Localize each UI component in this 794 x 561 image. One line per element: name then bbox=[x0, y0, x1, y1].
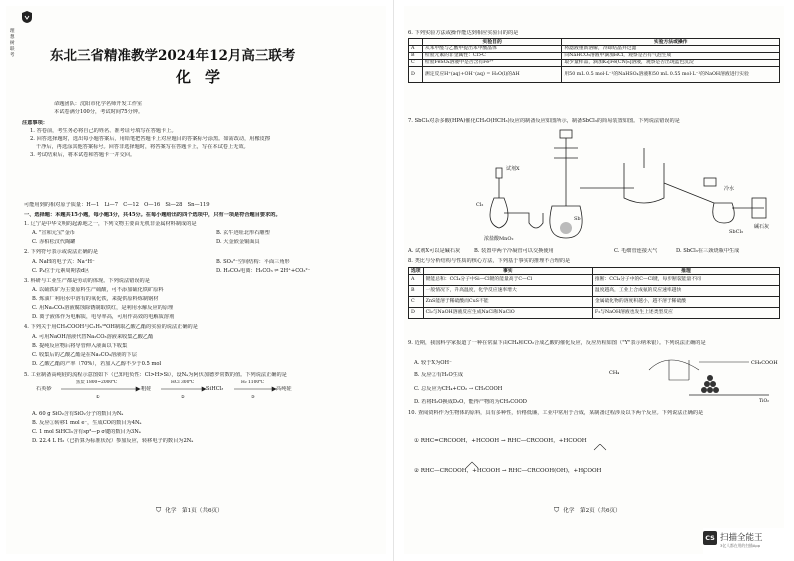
table-row bbox=[409, 286, 780, 297]
page-footer bbox=[554, 506, 621, 515]
q5-option-d: D. 22.4 L H₂（已折算为标准状况）参加反应，转移电子的数目为2Nₐ bbox=[32, 438, 194, 444]
table-cell: 推断：CCl₄分子中的C—Cl键，每步断裂能量不同 bbox=[592, 275, 779, 286]
table-cell: F₂与NaOH溶液也发生上述类型反应 bbox=[592, 308, 779, 319]
label-soda-lime: 碱石灰 bbox=[754, 224, 770, 230]
table-cell: 温度越高，工业上合成氨的反应速率越快 bbox=[592, 286, 779, 297]
table-cell: 金属硫化物的溶度积越小，越不溶于稀硫酸 bbox=[592, 297, 779, 308]
svg-text:CH₃COOH: CH₃COOH bbox=[751, 360, 778, 366]
footer-text: 化学 第1页（共6页） bbox=[165, 508, 223, 514]
q2-option-b: B. SO₃²⁻空间结构：平面三角形 bbox=[216, 259, 290, 265]
table-cell: 用50 mL 0.5 mol·L⁻¹的NaHSO₄溶液和50 mL 0.55 mol·L⁻¹的NaOH溶液进行实验 bbox=[562, 67, 780, 83]
table-header: 实验方法或操作 bbox=[562, 39, 780, 46]
table-cell: D bbox=[409, 308, 424, 319]
q3-option-c: C. 用Na₂CO₃溶液腐蚀除锈制取铁红，是利用水解反应的原理 bbox=[32, 305, 174, 311]
question-8: 8. 类比与分析结构与性质的核心方法，下列基于事实的推理不合理的是 bbox=[408, 258, 571, 264]
reasoning-table bbox=[408, 267, 780, 319]
table-header: 实验目的 bbox=[422, 39, 561, 46]
q5-option-b: B. 反应①转移1 mol e⁻，生成CO的数目为4Nₐ bbox=[32, 420, 142, 426]
table-row bbox=[409, 275, 780, 286]
note-item: 1. 答卷前，考生务必将自己的姓名、准考证号填写在答题卡上。 bbox=[30, 128, 177, 134]
question-3: 3. 科研与工业生产都是劳动的体现。下列说法错误的是 bbox=[24, 278, 150, 284]
table-cell: Cl₂与NaOH溶液反应生成NaCl和NaClO bbox=[423, 308, 592, 319]
logo-text: 理想树联考 bbox=[10, 29, 15, 58]
shield-logo-icon bbox=[20, 10, 34, 24]
q2-option-d: D. H₂CO₃电离：H₂CO₃ ⇌ 2H⁺+CO₃²⁻ bbox=[216, 268, 311, 274]
note-item: 3. 考试结束后，将本试卷和答题卡一并交回。 bbox=[30, 152, 136, 158]
exam-page-1 bbox=[6, 6, 386, 554]
atomic-mass-line: 可能用到的相对原子质量：H—1 Li—7 C—12 O—16 Si—28 Sn—119 bbox=[24, 202, 210, 208]
question-9: 9. 近期，我国科学家报道了一种在常温下由CH₄和CO₂合成乙酸的催化反应，反应历程如图（"Y"表示纳米银）。下列说法正确的是 bbox=[408, 340, 706, 346]
table-header-row bbox=[409, 39, 780, 46]
table-cell: A bbox=[409, 275, 424, 286]
info-line: 命题团队：沈阳市化学名师开发工作室 bbox=[54, 101, 143, 107]
question-2: 2. 下列符号表示或说法正确的是 bbox=[24, 249, 99, 255]
question-7: 7. SbCl₃对杂多酸(HPA)催化CH₃O(HCH₃)反应的制备反应如图所示，制备SbCl₃的简易装置如图。下列说法错误的是 bbox=[408, 118, 680, 124]
q7-option-a: A. 试剂X可以是碱石灰 bbox=[408, 248, 461, 254]
table-cell: 一般情况下，升高温度，化学反应速率增大 bbox=[423, 286, 592, 297]
notes-heading: 注意事项： bbox=[22, 120, 48, 126]
table-row bbox=[409, 297, 780, 308]
table-cell: ZnS能溶于稀硫酸而CuS不能 bbox=[423, 297, 592, 308]
reaction-2: ② RHC—CRCOOH，+HCOOH → RHC—CRCOOH(OH)，+HCOOH bbox=[414, 468, 602, 474]
svg-text:③: ③ bbox=[251, 394, 255, 399]
q2-option-c: C. P₄位于元素周期表d区 bbox=[32, 268, 90, 274]
label-sb: Sb bbox=[574, 216, 581, 222]
q4-option-d: D. 乙酸乙酯的产率（70%），若加入乙醇不少于0.5 mol bbox=[32, 361, 162, 367]
q3-option-a: A. 以硫铁矿为主要原料生产硫酸，可不添加硫化铁矿原料 bbox=[32, 287, 164, 293]
table-header: 推理 bbox=[592, 268, 779, 275]
reaction-1: ① RHC=CRCOOH，+HCOOH → RHC—CRCOOH，+HCOOH bbox=[414, 438, 587, 444]
table-header-row bbox=[409, 268, 780, 275]
table-cell: 检验FeSO₄溶液中是否含有Fe³⁺ bbox=[422, 60, 561, 67]
q4-option-b: B. 提纯反应物后将导管伸入液面以下收集 bbox=[32, 343, 128, 349]
question-4: 4. 下列关于用CH₃COOH与C₂H₅¹⁸OH制取乙酸乙酯的实验的说法正确的是 bbox=[24, 324, 198, 330]
q7-option-d: D. SbCl₃在三颈烧瓶中生成 bbox=[676, 248, 740, 254]
info-line: 本试卷满分100分，考试时间75分钟。 bbox=[54, 109, 144, 115]
table-cell: D bbox=[409, 67, 423, 83]
flow-node: 石英砂 bbox=[36, 386, 52, 392]
scanner-app-name: 扫描全能王 bbox=[720, 533, 763, 543]
table-cell: 从苯甲醛与乙酸中提出苯甲酸晶体 bbox=[422, 46, 561, 53]
camscanner-icon: CS bbox=[703, 531, 717, 545]
table-cell: B bbox=[409, 53, 423, 60]
exam-page-2 bbox=[404, 6, 784, 554]
table-cell: 取少量样品，滴加K₃[Fe(CN)₆]溶液，观察是否出现蓝色沉淀 bbox=[562, 60, 780, 67]
svg-text:TiO₂: TiO₂ bbox=[759, 399, 769, 404]
table-cell: C bbox=[409, 60, 423, 67]
footer-text: 化学 第2页（共6页） bbox=[563, 508, 621, 514]
flow-node: SiHCl₃ bbox=[206, 386, 224, 392]
table-cell: A bbox=[409, 46, 423, 53]
flow-condition: 焦炭 1800~2000℃ bbox=[76, 380, 118, 385]
question-5: 5. 工业制备高纯硅的流程示意图如下（已知电负性：Cl>H>Si），设Nₐ为阿伏加德罗常数的值。下列说法正确的是 bbox=[24, 372, 287, 378]
lab-apparatus-diagram bbox=[474, 128, 774, 246]
question-6: 6. 下列实验方法或操作能达到相应实验目的的是 bbox=[408, 30, 519, 36]
scanner-app-tagline: 3亿人都在用的扫描App bbox=[720, 543, 761, 548]
table-row bbox=[409, 67, 780, 83]
q4-option-a: A. 可用NaOH溶液代替Na₂CO₃溶液来收集乙酸乙酯 bbox=[32, 334, 154, 340]
label-reagent-x: 试剂X bbox=[506, 166, 520, 172]
q1-option-c: C. 赤柏松汉代陶罐 bbox=[32, 239, 76, 245]
q9-option-d: D. 若将H₂O换成D₂O，能得产物的为CH₃COOD bbox=[414, 399, 527, 405]
q7-option-b: B. 装置中两个冷凝管可以交换使用 bbox=[474, 248, 554, 254]
question-10: 10. 查阅资料作为生物体的原料，具有多种性，价格低廉，工业中常用于合成，某制备过程涉及以下两个反应。下列说法正确的是 bbox=[408, 410, 704, 416]
table-row bbox=[409, 46, 780, 53]
label-cl2: Cl₂ bbox=[476, 202, 484, 208]
reaction-mechanism-diagram bbox=[609, 350, 779, 405]
q3-option-b: B. 炼油厂利用水中溶有的氧化铁，来提供原料炼制钢材 bbox=[32, 296, 159, 302]
table-cell: 向NaHCO₃溶液中滴加HCl，观察是否有气泡生成 bbox=[562, 53, 780, 60]
flow-condition: HCl 300℃ bbox=[171, 380, 195, 385]
epoxide-structures bbox=[444, 444, 744, 474]
page-footer bbox=[156, 506, 223, 515]
shield-logo-icon: ⛉ bbox=[156, 506, 162, 514]
q1-option-a: A. "宣和元宝"金币 bbox=[32, 230, 75, 236]
flow-node: 高纯硅 bbox=[276, 386, 292, 392]
section-heading: 一、选择题：本题共15小题，每小题3分，共45分。在每小题给出的四个选项中，只有一项是符合题目要求的。 bbox=[24, 212, 281, 218]
flow-condition: H₂ 1100℃ bbox=[241, 380, 265, 385]
note-item: 干净后，再选涂其他答案标号。回答非选择题时，将答案写在答题卡上，写在本试卷上无效。 bbox=[36, 144, 249, 150]
q1-option-d: D. 大金嵌金铜面具 bbox=[216, 239, 260, 245]
table-cell: 检验元素的非金属性：Cl>C bbox=[422, 53, 561, 60]
svg-text:CH₄: CH₄ bbox=[609, 370, 620, 376]
table-header: 选项 bbox=[409, 268, 424, 275]
q2-option-a: A. NaH的电子式：Na⁺H⁻ bbox=[32, 259, 95, 265]
table-cell: 测定反应H⁺(aq)+OH⁻(aq) = H₂O(l)的ΔH bbox=[422, 67, 561, 83]
q3-option-d: D. 离子液体作为电解质，电导率高，可用作高效的电解质溶剂 bbox=[32, 314, 175, 320]
table-row bbox=[409, 60, 780, 67]
q5-option-a: A. 60 g SiO₂含有SiO₂分子的数目为Nₐ bbox=[32, 411, 124, 417]
q9-option-c: C. 总反应为CH₄+CO₂ → CH₃COOH bbox=[414, 386, 503, 392]
scanner-app-badge bbox=[703, 528, 791, 554]
experiment-table bbox=[408, 38, 780, 83]
q9-option-b: B. 反应②有H₂O生成 bbox=[414, 372, 464, 378]
table-cell: B bbox=[409, 286, 424, 297]
q9-option-a: A. 较于X为OH⁻ bbox=[414, 360, 452, 366]
exam-title: 东北三省精准教学2024年12月高三联考 bbox=[50, 48, 296, 64]
page-fold-divider bbox=[393, 0, 394, 561]
table-cell: C bbox=[409, 297, 424, 308]
question-1: 1. 辽宁是中华文明的起源地之一，下列文物主要由无机非金属材料制成的是 bbox=[24, 221, 197, 227]
table-cell: 键能总和：CCl₄分子中Si—Cl键的能量高于C—Cl bbox=[423, 275, 592, 286]
flow-node: 粗硅 bbox=[141, 386, 152, 392]
q1-option-b: B. 玄牛迹址北形石雕塑 bbox=[216, 230, 270, 236]
svg-text:①: ① bbox=[96, 394, 100, 399]
q4-option-c: C. 收集后的乙酸乙酯是在Na₂CO₃溶液的下层 bbox=[32, 352, 137, 358]
table-cell: 将滤液重新溶解，冷却结晶并过滤 bbox=[562, 46, 780, 53]
table-header: 事实 bbox=[423, 268, 592, 275]
exam-subject: 化学 bbox=[176, 68, 235, 86]
flow-arrows bbox=[6, 382, 386, 402]
label-sbcl3: SbCl₃ bbox=[729, 229, 744, 235]
label-hcl-mno2: 浓盐酸MnO₂ bbox=[484, 236, 514, 242]
note-item: 2. 回答选择题时，选出每小题答案后，用铅笔把答题卡上对应题目的答案标号涂黑。如需改动，用橡皮擦 bbox=[30, 136, 271, 142]
label-cold-water: 冷水 bbox=[724, 186, 735, 192]
q5-option-c: C. 1 mol SiHCl₃含有sp³—p σ键的数目为3Nₐ bbox=[32, 429, 141, 435]
shield-logo-icon: ⛉ bbox=[554, 506, 560, 514]
table-row bbox=[409, 53, 780, 60]
q7-option-c: C. 毛细管连接大气 bbox=[614, 248, 658, 254]
table-row bbox=[409, 308, 780, 319]
svg-text:②: ② bbox=[181, 394, 185, 399]
